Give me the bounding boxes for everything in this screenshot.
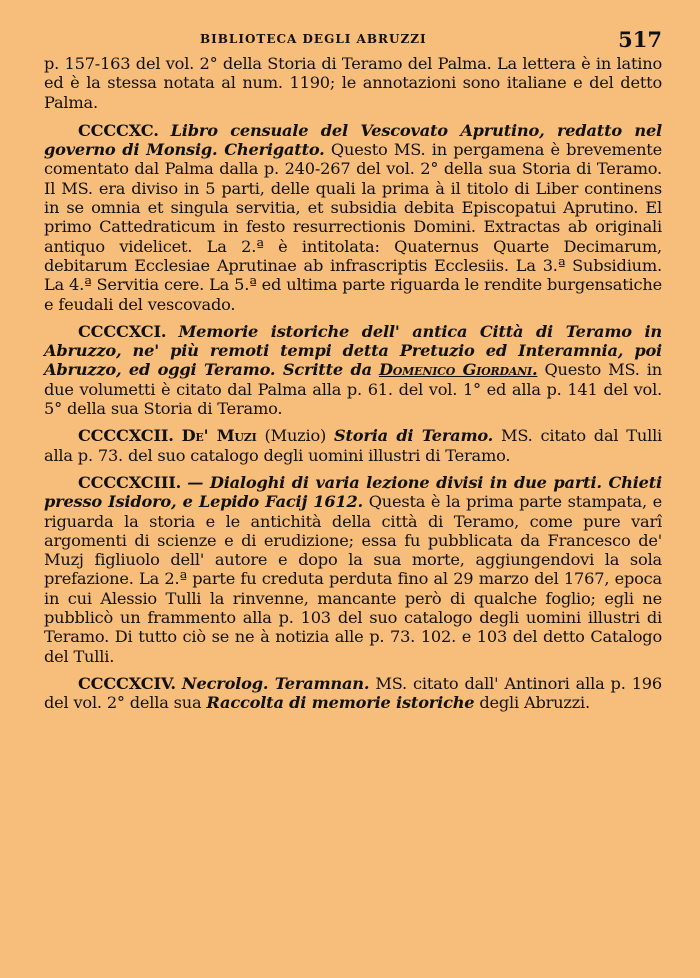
entry-text: MS. citato dall' Antinori alla p. 196 del vol. 2° della sua: [44, 673, 663, 713]
entry-text: Questo MS. in due volumetti è citato dal Palma alla p. 61. del vol. 1° ed alla p. 141 del vol. 5° della sua Storia di Teramo.: [44, 360, 662, 419]
entry-author-alias: (Muzio): [264, 426, 327, 446]
catalog-entry-cccc-xci: [44, 322, 662, 418]
entry-title-secondary: Raccolta di memorie istoriche: [206, 693, 475, 713]
entry-title: Memorie istoriche dell' antica Città di Teramo in Abruzzo, ne' più remoti tempi detta Pretuzio ed Interamnia, poi Abruzzo, ed oggi Teramo. Scritte da: [44, 321, 662, 380]
page-content: [44, 54, 662, 713]
entry-title: Libro censuale del Vescovato Aprutino, redatto nel governo di Monsig. Cherigatto.: [44, 120, 662, 160]
entry-author: De' Muzi: [181, 426, 257, 446]
continuation-paragraph: [44, 54, 662, 112]
catalog-entry-cccc-xciii: [44, 473, 662, 666]
entry-number: CCCCXC.: [78, 120, 159, 140]
book-page: [44, 22, 662, 962]
entry-author: Domenico Giordani.: [378, 360, 538, 380]
entry-number: CCCCXCI.: [78, 321, 167, 341]
entry-title: Necrolog. Teramnan.: [181, 673, 370, 693]
page-number: 517: [618, 27, 662, 52]
running-title: BIBLIOTECA DEGLI ABRUZZI: [200, 32, 427, 46]
catalog-entry-cccc-xc: [44, 121, 662, 314]
entry-number: CCCCXCIII.: [78, 472, 182, 492]
entry-number: CCCCXCIV.: [78, 673, 176, 693]
catalog-entry-cccc-xciv: [44, 674, 662, 713]
entry-text: Questa è la prima parte stampata, e riguarda la storia e le antichità della città di Teramo, come pure varî argomenti di scienze e di erudizione; essa fu pubblicata da Francesco de' Muzj figliuolo dell' autore e dopo la sua morte, aggiungendovi la sola prefazione. La 2.ª parte fu creduta perduta fino al 29 marzo del 1767, epoca in cui Alessio Tulli la rinvenne, mancante però di qualche foglio; egli ne pubblicò un frammento alla p. 103 del suo catalogo degli uomini illustri di Teramo. Di tutto ciò se ne à notizia alle p. 73. 102. e 103 del detto Catalogo del Tulli.: [44, 492, 663, 666]
entry-title: — Dialoghi di varia lezione divisi in due parti. Chieti presso Isidoro, e Lepido Facij 1612.: [44, 472, 662, 512]
catalog-entry-cccc-xcii: [44, 426, 662, 465]
entry-number: CCCCXCII.: [78, 426, 174, 446]
entry-text: Questo MS. in pergamena è brevemente comentato dal Palma dalla p. 240-267 del vol. 2° della sua Storia di Teramo. Il MS. era diviso in 5 parti, delle quali la prima à il titolo di Liber continens in se omnia et singula servitia, et subsidia debita Episcopatui Aprutino. El primo Cattedraticum in festo resurrectionis Domini. Extractas ab originali antiquo videlicet. La 2.ª è intitolata: Quaternus Quarte Decimarum, debitarum Ecclesiae Aprutinae ab infrascriptis Ecclesiis. La 3.ª Subsidium. La 4.ª Servitia cere. La 5.ª ed ultima parte riguarda le rendite burgensatiche e feudali del vescovado.: [44, 140, 662, 314]
entry-text-secondary: degli Abruzzi.: [479, 693, 590, 713]
entry-text: MS. citato dal Tulli alla p. 73. del suo catalogo degli uomini illustri di Teramo.: [44, 426, 663, 465]
paragraph-text: p. 157-163 del vol. 2° della Storia di Teramo del Palma. La lettera è in latino ed è la stessa notata al num. 1190; le annotazioni sono italiane e del detto Palma.: [44, 54, 662, 112]
page-header: [44, 22, 662, 56]
entry-title: Storia di Teramo.: [334, 426, 494, 446]
